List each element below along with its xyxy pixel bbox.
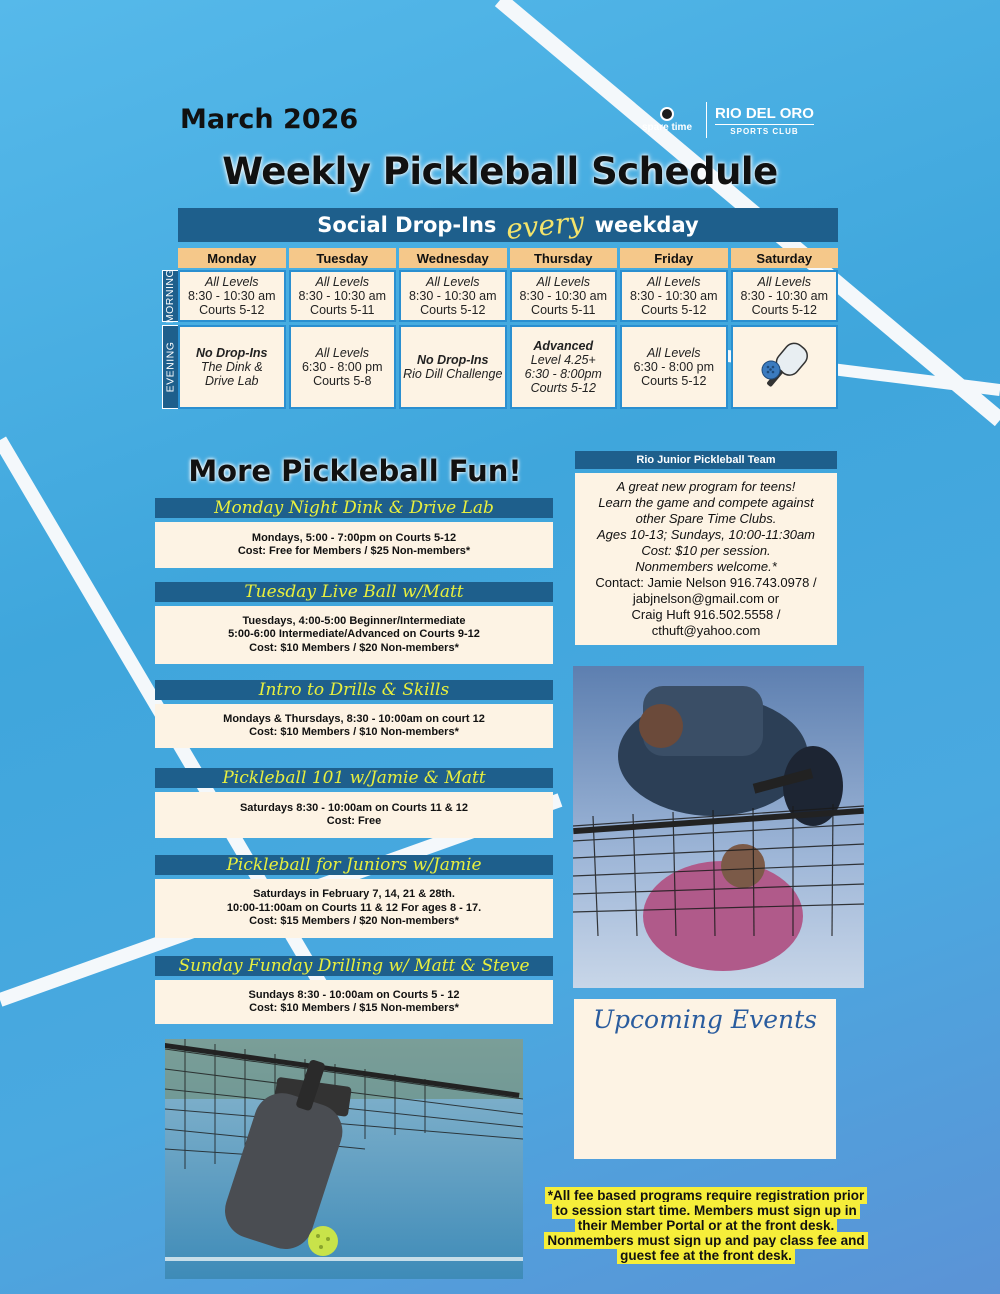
day-header: Friday (620, 248, 728, 268)
morning-label: MORNING (162, 270, 179, 322)
rio-del-oro-logo: RIO DEL ORO SPORTS CLUB (715, 104, 814, 136)
day-header: Wednesday (399, 248, 507, 268)
day-header: Saturday (731, 248, 839, 268)
pickleball-paddle-icon (753, 336, 815, 398)
morning-cell-friday: All Levels 8:30 - 10:30 am Courts 5-12 (620, 270, 728, 322)
schedule-banner (178, 204, 838, 246)
schedule-header-row (178, 248, 838, 268)
month-title: March 2026 (180, 104, 359, 135)
upcoming-events-box (574, 999, 836, 1159)
day-header: Monday (178, 248, 286, 268)
program-details-pickleball-101: Saturdays 8:30 - 10:00am on Courts 11 & 12 Cost: Free (155, 792, 553, 838)
program-details-dink-drive: Mondays, 5:00 - 7:00pm on Courts 5-12 Cost: Free for Members / $25 Non-members* (155, 522, 553, 568)
program-details-live-ball: Tuesdays, 4:00-5:00 Beginner/Intermediate 5:00-6:00 Intermediate/Advanced on Courts 9-12 Cost: $10 Members / $20 Non-members* (155, 606, 553, 664)
morning-cell-wednesday: All Levels 8:30 - 10:30 am Courts 5-12 (399, 270, 507, 322)
evening-cell-friday: All Levels 6:30 - 8:00 pm Courts 5-12 (620, 325, 728, 409)
junior-team-details: A great new program for teens! Learn the game and compete against other Spare Time Clubs. Ages 10-13; Sundays, 10:00-11:30am Cost: $10 per session. Nonmembers welcome.* Contact: Jamie Nelson 916.743.0978 / jabjnelson@gmail.com or Craig Huft 916.502.5558 / cthuft@yahoo.com (575, 473, 837, 645)
page-title: Weekly Pickleball Schedule (222, 150, 778, 193)
more-fun-title: More Pickleball Fun! (188, 454, 522, 488)
evening-row (178, 325, 838, 409)
evening-cell-wednesday: No Drop-Ins Rio Dill Challenge (399, 325, 507, 409)
program-details-drills-skills: Mondays & Thursdays, 8:30 - 10:00am on court 12 Cost: $10 Members / $10 Non-members* (155, 704, 553, 748)
banner-text-before: Social Drop-Ins (317, 213, 497, 237)
program-details-sunday-funday: Sundays 8:30 - 10:00am on Courts 5 - 12 Cost: $10 Members / $15 Non-members* (155, 980, 553, 1024)
logo-divider (706, 102, 707, 138)
morning-cell-saturday: All Levels 8:30 - 10:30 am Courts 5-12 (731, 270, 839, 322)
day-header: Thursday (510, 248, 618, 268)
players-at-net-photo (573, 666, 864, 988)
morning-cell-tuesday: All Levels 8:30 - 10:30 am Courts 5-11 (289, 270, 397, 322)
evening-cell-saturday (731, 325, 839, 409)
ball-icon (660, 107, 674, 121)
junior-team-title: Rio Junior Pickleball Team (575, 451, 837, 469)
spare-time-logo: spare time (636, 107, 698, 133)
program-title-sunday-funday: Sunday Funday Drilling w/ Matt & Steve (155, 956, 553, 976)
evening-cell-thursday: Advanced Level 4.25+ 6:30 - 8:00pm Courts 5-12 (510, 325, 618, 409)
banner-text-after: weekday (594, 213, 699, 237)
day-header: Tuesday (289, 248, 397, 268)
program-title-pickleball-101: Pickleball 101 w/Jamie & Matt (155, 768, 553, 788)
schedule-table (178, 248, 838, 409)
program-title-juniors: Pickleball for Juniors w/Jamie (155, 855, 553, 875)
morning-cell-monday: All Levels 8:30 - 10:30 am Courts 5-12 (178, 270, 286, 322)
evening-cell-tuesday: All Levels 6:30 - 8:00 pm Courts 5-8 (289, 325, 397, 409)
evening-cell-monday: No Drop-Ins The Dink & Drive Lab (178, 325, 286, 409)
program-details-juniors: Saturdays in February 7, 14, 21 & 28th. 10:00-11:00am on Courts 11 & 12 For ages 8 - 17. Cost: $15 Members / $20 Non-members* (155, 879, 553, 938)
program-title-live-ball: Tuesday Live Ball w/Matt (155, 582, 553, 602)
evening-label: EVENING (162, 325, 179, 409)
paddle-and-ball-photo (165, 1039, 523, 1279)
registration-footnote: *All fee based programs require registration prior to session start time. Members must sign up in their Member Portal or at the front desk. Nonmembers must sign up and pay class fee and guest fee at the front desk. (543, 1188, 869, 1263)
morning-cell-thursday: All Levels 8:30 - 10:30 am Courts 5-11 (510, 270, 618, 322)
program-title-dink-drive: Monday Night Dink & Drive Lab (155, 498, 553, 518)
program-title-drills-skills: Intro to Drills & Skills (155, 680, 553, 700)
banner-every: every (504, 204, 587, 246)
club-logo (636, 100, 826, 140)
morning-row (178, 270, 838, 322)
upcoming-events-title: Upcoming Events (592, 1005, 818, 1034)
